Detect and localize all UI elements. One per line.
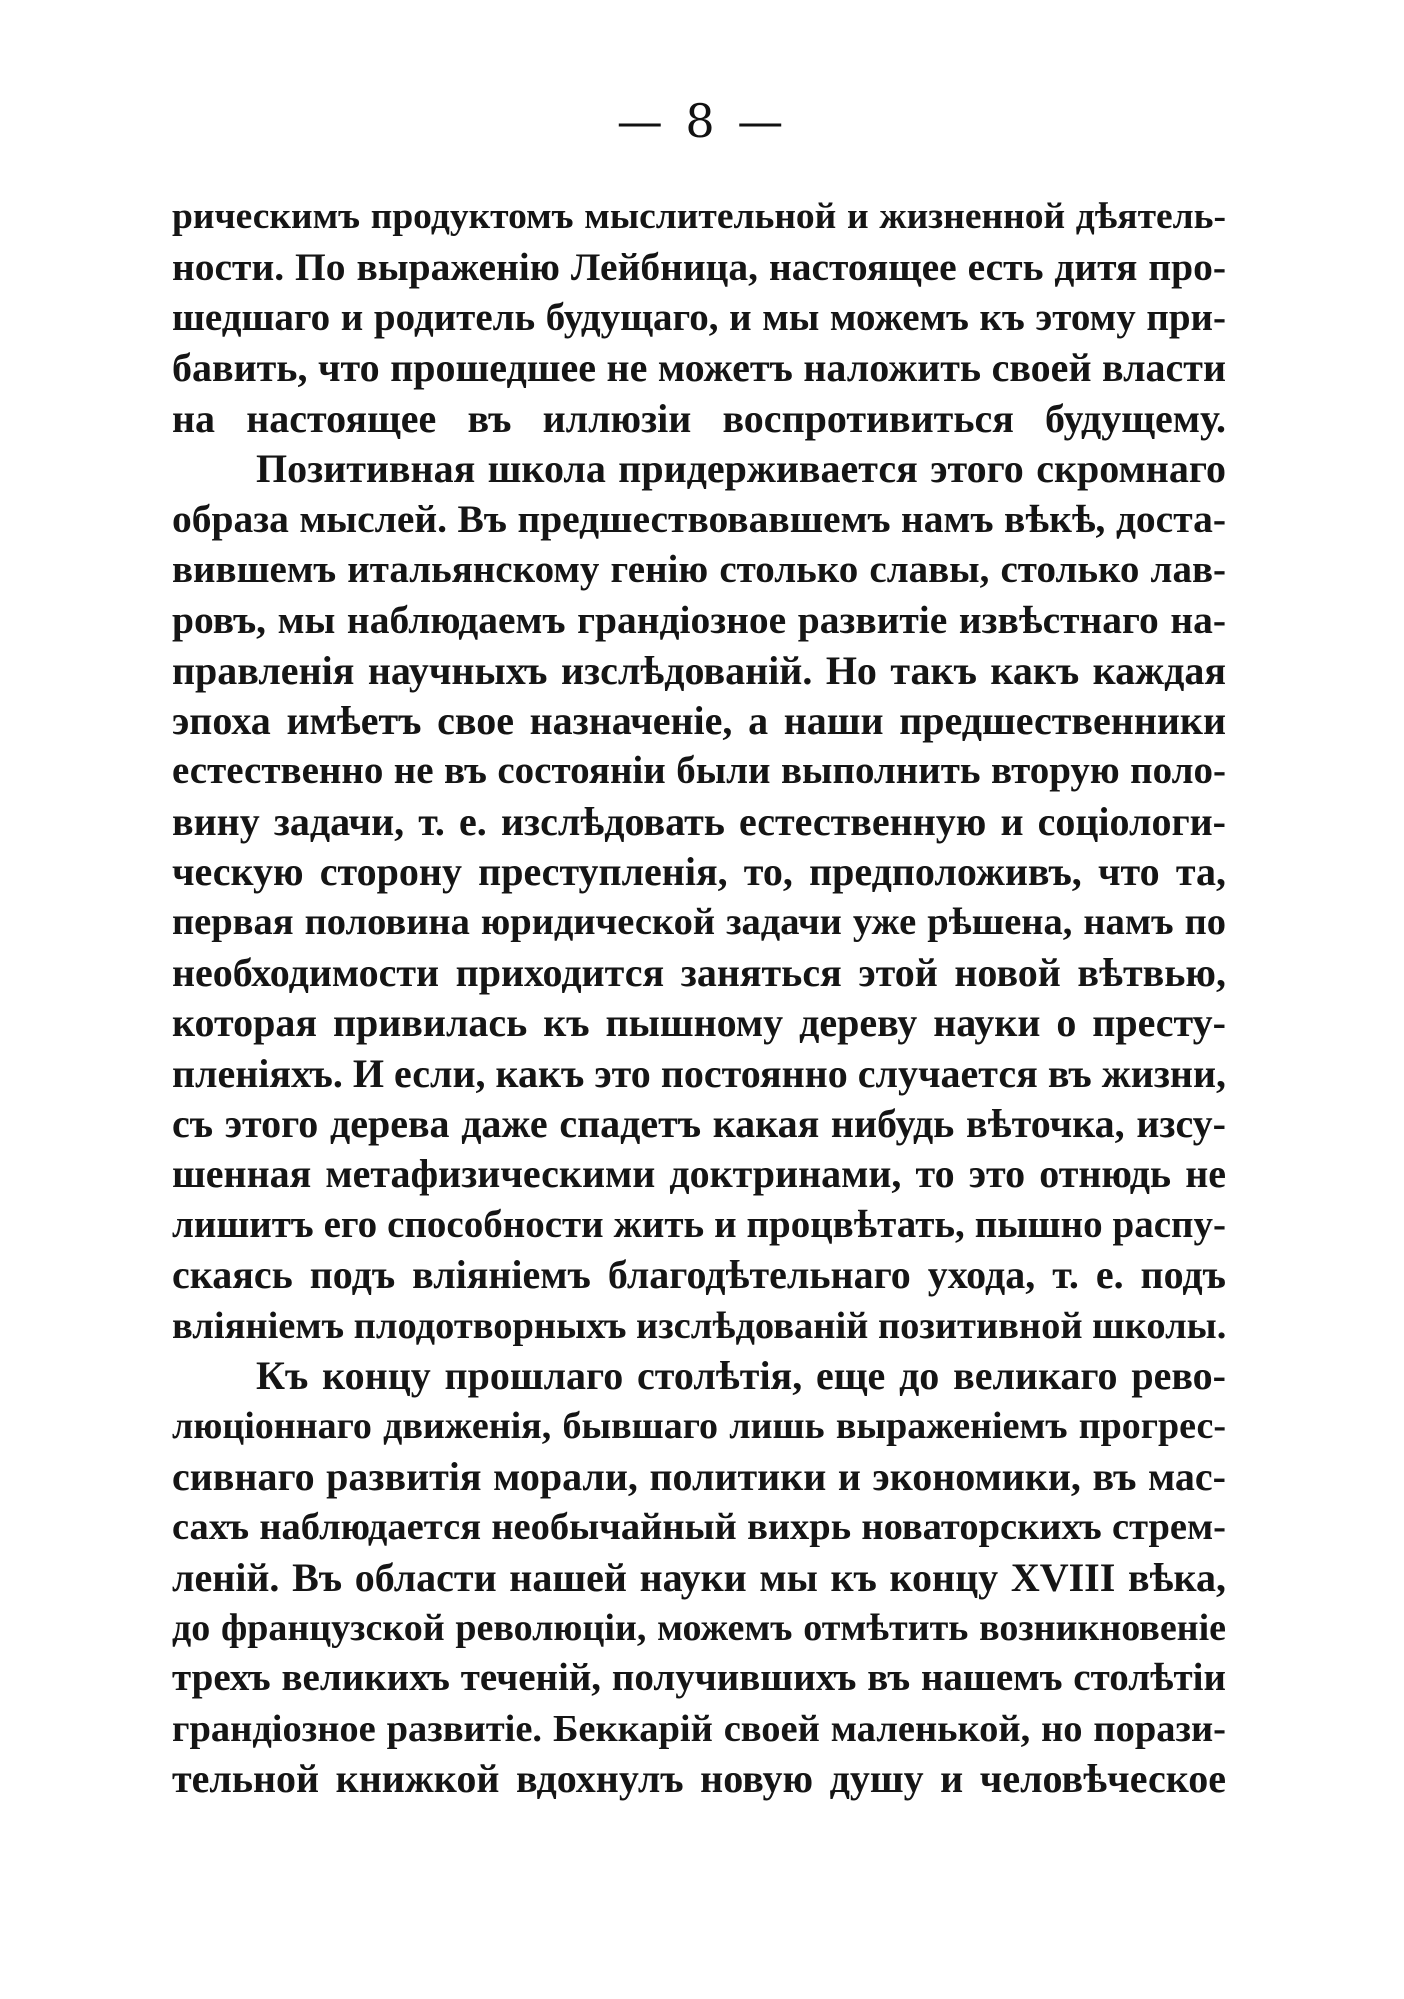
text-line: вину задачи, т. е. изслѣдовать естественную и соціологи- xyxy=(172,798,1226,844)
text-line: шедшаго и родитель будущаго, и мы можемъ къ этому при- xyxy=(172,295,1226,339)
paragraph-first-line: Позитивная школа придерживается этого скромнаго xyxy=(256,445,1226,491)
text-line: пленіяхъ. И если, какъ это постоянно случается въ жизни, xyxy=(172,1050,1226,1096)
text-line: которая привилась къ пышному дереву науки о престу- xyxy=(172,1000,1226,1046)
text-line: люціоннаго движенія, бывшаго лишь выраженіемъ прогрес- xyxy=(172,1405,1226,1448)
text-body xyxy=(172,192,1226,1805)
text-line: скаясь подъ вліяніемъ благодѣтельнаго ухода, т. е. подъ xyxy=(172,1252,1226,1298)
text-line: леній. Въ области нашей науки мы къ концу XVIII вѣка, xyxy=(172,1554,1226,1600)
paragraph-first-line: Къ концу прошлаго столѣтія, еще до великаго рево- xyxy=(256,1352,1226,1398)
text-line: лишитъ его способности жить и процвѣтать, пышно распу- xyxy=(172,1202,1226,1246)
text-line: тельной книжкой вдохнулъ новую душу и человѣческое xyxy=(172,1756,1226,1802)
text-line: естественно не въ состояніи были выполнить вторую поло- xyxy=(172,749,1226,793)
text-line: бавить, что прошедшее не можетъ наложить своей власти xyxy=(172,345,1226,391)
text-line: правленія научныхъ изслѣдованій. Но такъ какъ каждая xyxy=(172,647,1226,693)
text-line: трехъ великихъ теченій, получившихъ въ нашемъ столѣтіи xyxy=(172,1656,1226,1700)
text-line: рическимъ продуктомъ мыслительной и жизненной дѣятель- xyxy=(172,196,1226,237)
text-line: необходимости приходится заняться этой новой вѣтвью, xyxy=(172,949,1226,995)
text-line: сахъ наблюдается необычайный вихрь новаторскихъ стрем- xyxy=(172,1506,1226,1549)
text-line: шенная метафизическими доктринами, то это отнюдь не xyxy=(172,1151,1226,1197)
text-line: до французской революціи, можемъ отмѣтить возникновеніе xyxy=(172,1606,1226,1649)
text-line: эпоха имѣетъ свое назначеніе, а наши предшественники xyxy=(172,697,1226,743)
text-line: вившемъ итальянскому генію столько славы, столько лав- xyxy=(172,547,1226,591)
text-line: ческую сторону преступленія, то, предположивъ, что та, xyxy=(172,849,1226,895)
text-line: сивнаго развитія морали, политики и экономики, въ мас- xyxy=(172,1453,1226,1499)
text-line: грандіозное развитіе. Беккарій своей маленькой, но порази- xyxy=(172,1707,1226,1750)
page-number: — 8 — xyxy=(616,94,788,148)
text-line: ности. По выраженію Лейбница, настоящее есть дитя про- xyxy=(172,245,1226,290)
text-line: образа мыслей. Въ предшествовавшемъ намъ вѣкѣ, доста- xyxy=(172,497,1226,542)
text-line: съ этого дерева даже спадетъ какая нибудь вѣточка, изсу- xyxy=(172,1101,1226,1147)
text-line: вліяніемъ плодотворныхъ изслѣдованій позитивной школы. xyxy=(172,1304,1226,1347)
text-line: ровъ, мы наблюдаемъ грандіозное развитіе извѣстнаго на- xyxy=(172,598,1226,643)
text-line: на настоящее въ иллюзіи воспротивиться будущему. xyxy=(172,395,1226,441)
text-line: первая половина юридической задачи уже рѣшена, намъ по xyxy=(172,901,1226,944)
